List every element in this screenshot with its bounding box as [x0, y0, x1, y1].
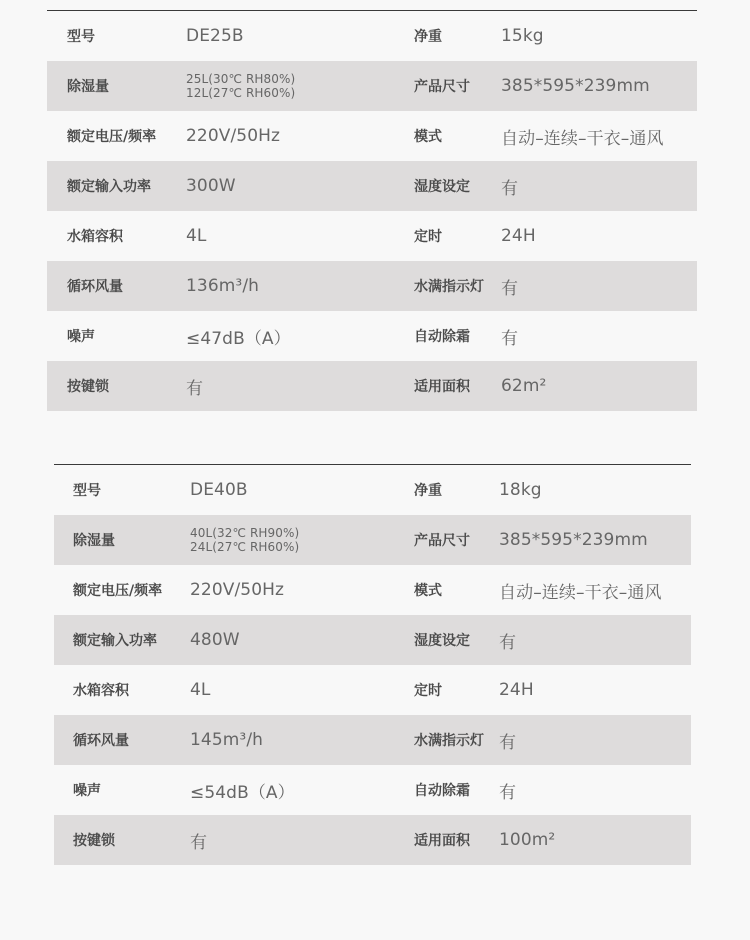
spec-value: 有 — [499, 732, 517, 753]
spec-label: 水满指示灯 — [414, 733, 484, 749]
spec-value: 220V/50Hz — [190, 580, 285, 600]
spec-value: 有 — [499, 782, 517, 803]
spec-value: 4L — [186, 226, 207, 246]
spec-label: 产品尺寸 — [414, 533, 470, 549]
spec-label: 定时 — [414, 683, 442, 699]
spec-value: 18kg — [499, 480, 542, 500]
spec-label: 水箱容积 — [73, 683, 129, 699]
spec-value: 有 — [501, 278, 519, 299]
spec-label: 净重 — [414, 29, 442, 45]
spec-table-de25b — [47, 10, 697, 411]
spec-value: 15kg — [501, 26, 544, 46]
spec-row — [54, 665, 691, 715]
spec-value: 100m² — [499, 830, 556, 850]
spec-value: 有 — [501, 178, 519, 199]
spec-label: 除湿量 — [67, 79, 109, 95]
spec-label: 定时 — [414, 229, 442, 245]
spec-value: ≤47dB（A） — [186, 328, 291, 349]
spec-row — [47, 61, 697, 111]
spec-row — [54, 515, 691, 565]
spec-label: 额定输入功率 — [73, 633, 157, 649]
spec-row — [54, 815, 691, 865]
spec-label: 除湿量 — [73, 533, 115, 549]
spec-label: 循环风量 — [73, 733, 129, 749]
spec-value: 24H — [499, 680, 534, 700]
spec-label: 模式 — [414, 129, 442, 145]
spec-row — [47, 161, 697, 211]
spec-label: 湿度设定 — [414, 179, 470, 195]
spec-row — [47, 11, 697, 61]
spec-value: 自动–连续–干衣–通风 — [501, 128, 664, 149]
spec-value: 4L — [190, 680, 211, 700]
spec-label: 额定电压/频率 — [73, 583, 163, 599]
spec-row — [47, 311, 697, 361]
spec-label: 适用面积 — [414, 379, 470, 395]
spec-label: 湿度设定 — [414, 633, 470, 649]
spec-label: 型号 — [73, 483, 101, 499]
spec-value: 300W — [186, 176, 236, 196]
spec-label: 水箱容积 — [67, 229, 123, 245]
spec-value: 24H — [501, 226, 536, 246]
spec-value: 有 — [501, 328, 519, 349]
spec-value: DE25B — [186, 26, 244, 46]
spec-label: 按键锁 — [67, 379, 109, 395]
spec-row — [54, 715, 691, 765]
spec-label: 适用面积 — [414, 833, 470, 849]
spec-value: 220V/50Hz — [186, 126, 281, 146]
spec-value: 有 — [499, 632, 517, 653]
spec-value-line: 40L(32℃ RH90%) — [190, 526, 300, 540]
spec-value: 385*595*239mm — [501, 76, 650, 96]
spec-value: 有 — [190, 832, 208, 853]
spec-label: 自动除霜 — [414, 783, 470, 799]
spec-label: 按键锁 — [73, 833, 115, 849]
spec-table-de40b — [54, 464, 691, 865]
spec-value: 385*595*239mm — [499, 530, 648, 550]
spec-label: 额定电压/频率 — [67, 129, 157, 145]
spec-value: 有 — [186, 378, 204, 399]
spec-value: 自动–连续–干衣–通风 — [499, 582, 662, 603]
spec-label: 额定输入功率 — [67, 179, 151, 195]
spec-value-line: 24L(27℃ RH60%) — [190, 540, 300, 554]
spec-value-line: 25L(30℃ RH80%) — [186, 72, 296, 86]
spec-label: 噪声 — [73, 783, 101, 799]
spec-row — [54, 465, 691, 515]
spec-value: 62m² — [501, 376, 547, 396]
spec-label: 模式 — [414, 583, 442, 599]
spec-value-line: 12L(27℃ RH60%) — [186, 86, 296, 100]
spec-value — [186, 61, 416, 111]
spec-label: 净重 — [414, 483, 442, 499]
spec-row — [47, 361, 697, 411]
spec-value: ≤54dB（A） — [190, 782, 295, 803]
spec-label: 噪声 — [67, 329, 95, 345]
spec-value: 480W — [190, 630, 240, 650]
spec-label: 水满指示灯 — [414, 279, 484, 295]
spec-row — [47, 211, 697, 261]
spec-row — [54, 615, 691, 665]
spec-row — [54, 565, 691, 615]
spec-value: 136m³/h — [186, 276, 260, 296]
spec-label: 产品尺寸 — [414, 79, 470, 95]
spec-value: 145m³/h — [190, 730, 264, 750]
spec-label: 循环风量 — [67, 279, 123, 295]
spec-row — [54, 765, 691, 815]
spec-value: DE40B — [190, 480, 248, 500]
spec-label: 型号 — [67, 29, 95, 45]
spec-row — [47, 111, 697, 161]
spec-row — [47, 261, 697, 311]
spec-value — [190, 515, 414, 565]
spec-label: 自动除霜 — [414, 329, 470, 345]
